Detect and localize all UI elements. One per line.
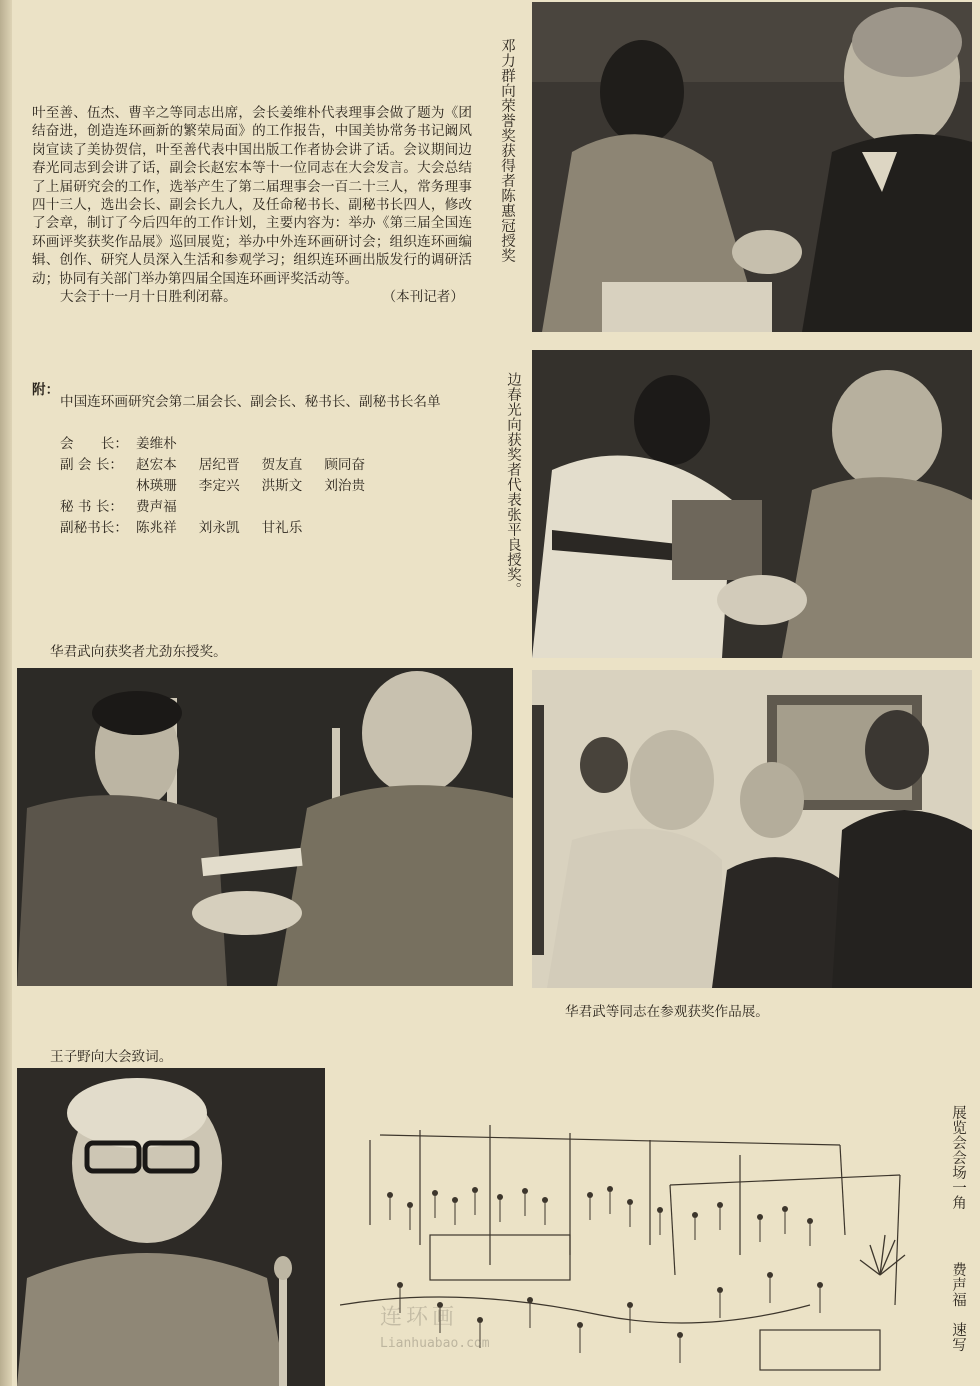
caption-photo3: 华君武向获奖者尤劲东授奖。 [50, 644, 227, 660]
sketch-exhibition-hall [340, 1105, 910, 1375]
roster-name: 赵宏本 [136, 457, 177, 473]
roster-name: 顾同奋 [324, 457, 366, 473]
binding-edge [0, 0, 12, 1386]
watermark: 连环画 [380, 1305, 459, 1330]
roster-row [60, 455, 387, 476]
photo-award-you-jindong [17, 668, 513, 986]
roster-name: 林瑛珊 [136, 478, 177, 494]
roster-name: 洪斯文 [261, 478, 303, 494]
roster-role: 副秘书长： [60, 520, 128, 536]
roster-role: 副 会 长： [60, 457, 124, 473]
sketch-drawing [340, 1105, 910, 1375]
roster-name: 陈兆祥 [136, 520, 177, 536]
appendix-label: 附： [32, 382, 60, 398]
article-paragraph: 叶至善、伍杰、曹辛之等同志出席，会长姜维朴代表理事会做了题为《团结奋进，创造连环画新的繁荣局面》的工作报告，中国美协常务书记阚风岗宣读了美协贺信，叶至善代表中国出版工作者协会讲了话。会议期间边春光同志到会讲了话，副会长赵宏本等十一位同志在大会发言。大会总结了上届研究会的工作，选举产生了第二届理事会一百二十三人，常务理事四十三人，选出会长、副会长九人，及任命秘书长、副秘书长四人，修改了会章，制订了今后四年的工作计划，主要内容为：举办《第三届全国连环画评奖获奖作品展》巡回展览；举办中外连环画研讨会；组织连环画编辑、创作、研究人员深入生活和参观学习；组织连环画出版发行的调研活动；协同有关部门举办第四届全国连环画评奖活动等。 [32, 105, 472, 287]
photo-award-chen-huiguan [532, 2, 972, 332]
caption-photo2: 边春光向获奖者代表张平良授奖。 [505, 372, 521, 597]
caption-photo5: 王子野向大会致词。 [50, 1049, 173, 1065]
roster-name: 居纪晋 [198, 457, 240, 473]
roster-role [60, 476, 136, 497]
caption-sketch-credit: 费声福 速写 [950, 1262, 966, 1352]
roster-name: 贺友直 [261, 457, 303, 473]
roster-role: 秘 书 长： [60, 499, 124, 515]
byline: （本刊记者） [382, 289, 464, 306]
roster-name: 李定兴 [198, 478, 240, 494]
roster-name: 刘治贵 [324, 478, 366, 494]
caption-photo1: 邓力群向荣誉奖获得者陈惠冠授奖 [499, 38, 515, 263]
appendix-title: 中国连环画研究会第二届会长、副会长、秘书长、副秘书长名单 [60, 394, 441, 410]
photo-exhibition-visit [532, 670, 972, 988]
roster-row [60, 476, 387, 497]
roster-name: 甘礼乐 [261, 520, 303, 536]
article-body [32, 104, 472, 306]
watermark-site: Lianhuabao.com [380, 1336, 490, 1351]
photo-award-zhang-pingliang [532, 350, 972, 658]
roster-role: 会 长： [60, 436, 128, 452]
caption-sketch-title: 展览会会场一角 [950, 1105, 966, 1210]
roster-name: 费声福 [136, 499, 177, 515]
roster-row [60, 497, 387, 518]
roster-row [60, 434, 387, 455]
caption-photo4: 华君武等同志在参观获奖作品展。 [565, 1004, 769, 1020]
roster-row [60, 518, 387, 539]
officer-roster [60, 434, 387, 539]
article-closing-line [32, 288, 472, 306]
closing-sentence: 大会于十一月十日胜利闭幕。 [60, 289, 237, 306]
photo-wang-ziye-speech [17, 1068, 325, 1386]
roster-name: 姜维朴 [136, 436, 177, 452]
roster-name: 刘永凯 [198, 520, 240, 536]
